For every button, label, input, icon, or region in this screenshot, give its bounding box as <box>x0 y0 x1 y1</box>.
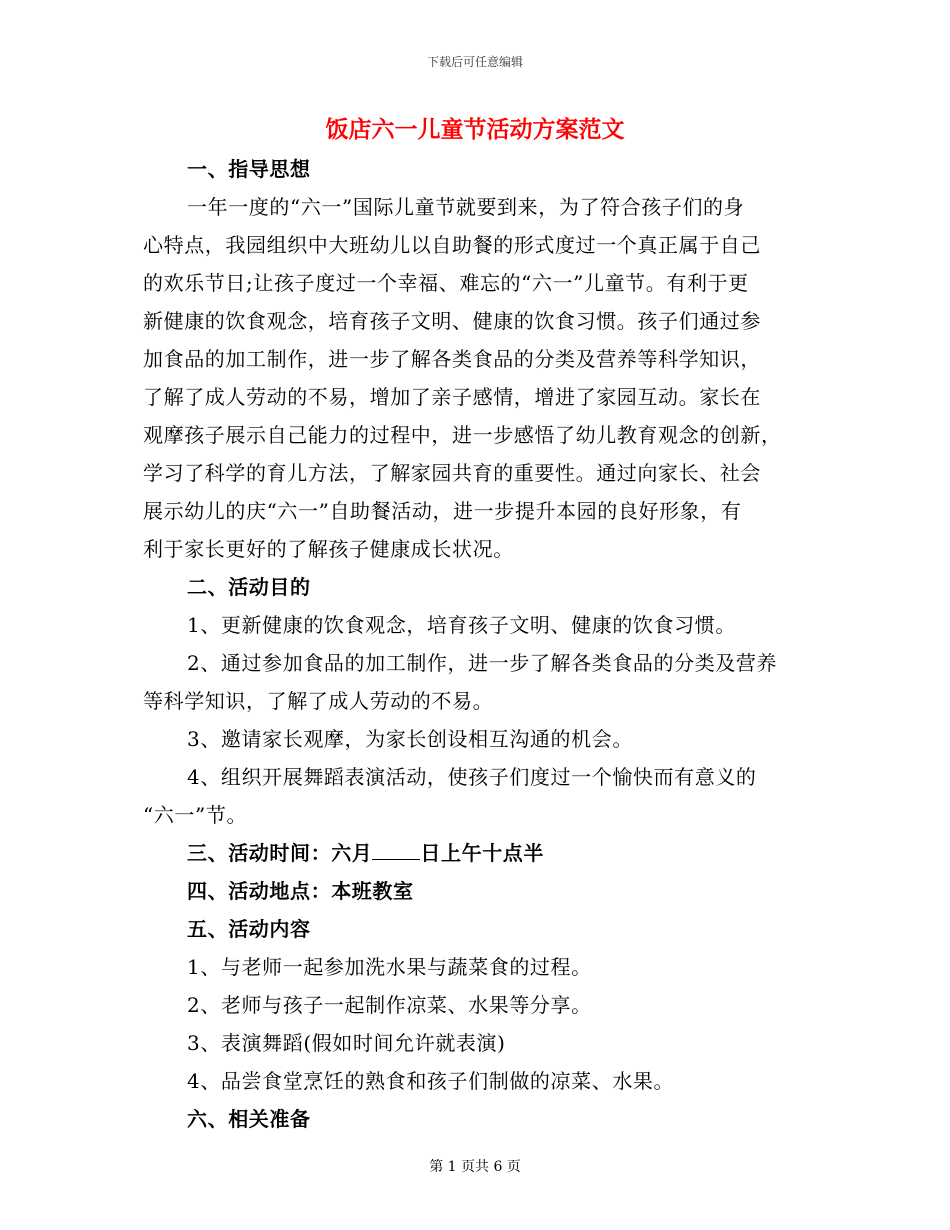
blank-underline <box>372 841 420 860</box>
section-heading-content: 五、活动内容 <box>187 917 311 941</box>
section-heading-time <box>143 834 810 872</box>
section-heading-purpose: 二、活动目的 <box>187 575 311 599</box>
header-note: 下载后可任意编辑 <box>426 55 523 69</box>
list-item-continuation: 等科学知识，了解了成人劳动的不易。 <box>143 689 494 713</box>
time-value: 日上午十点半 <box>420 841 545 865</box>
paragraph-line: 加食品的加工制作，进一步了解各类食品的分类及营养等科学知识， <box>143 347 761 371</box>
paragraph-line: 学习了科学的育儿方法，了解家园共育的重要性。通过向家长、社会 <box>143 461 761 485</box>
paragraph-line: 展示幼儿的庆“六一”自助餐活动，进一步提升本园的良好形象，有 <box>143 499 742 523</box>
list-item: 1、与老师一起参加洗水果与蔬菜食的过程。 <box>187 955 592 979</box>
list-item: 2、通过参加食品的加工制作，进一步了解各类食品的分类及营养 <box>187 651 778 675</box>
paragraph-line: 利于家长更好的了解孩子健康成长状况。 <box>143 537 514 561</box>
page-footer: 第 1 页共 6 页 <box>429 1159 521 1175</box>
list-item: 1、更新健康的饮食观念，培育孩子文明、健康的饮食习惯。 <box>187 613 736 637</box>
time-label: 三、活动时间：六月 <box>187 841 373 865</box>
paragraph-line: 心特点，我园组织中大班幼儿以自助餐的形式度过一个真正属于自己 <box>143 233 761 257</box>
section-heading-guiding-thought: 一、指导思想 <box>187 157 311 181</box>
list-item: 4、组织开展舞蹈表演活动，使孩子们度过一个愉快而有意义的 <box>187 765 757 789</box>
list-item: 3、邀请家长观摩，为家长创设相互沟通的机会。 <box>187 727 633 751</box>
paragraph-line: 一年一度的“六一”国际儿童节就要到来，为了符合孩子们的身 <box>187 195 745 219</box>
document-body <box>143 150 810 1138</box>
section-heading-location: 四、活动地点：本班教室 <box>187 879 414 903</box>
list-item: 2、老师与孩子一起制作凉菜、水果等分享。 <box>187 993 592 1017</box>
paragraph-line: 观摩孩子展示自己能力的过程中，进一步感悟了幼儿教育观念的创新， <box>143 423 782 447</box>
paragraph-line: 了解了成人劳动的不易，增加了亲子感情，增进了家园互动。家长在 <box>143 385 761 409</box>
list-item-continuation: “六一”节。 <box>143 803 248 827</box>
list-item: 4、品尝食堂烹饪的熟食和孩子们制做的凉菜、水果。 <box>187 1069 675 1093</box>
paragraph-line: 的欢乐节日;让孩子度过一个幸福、难忘的“六一”儿童节。有利于更 <box>143 271 749 295</box>
section-heading-preparation: 六、相关准备 <box>187 1107 311 1131</box>
paragraph-line: 新健康的饮食观念，培育孩子文明、健康的饮食习惯。孩子们通过参 <box>143 309 761 333</box>
list-item: 3、表演舞蹈(假如时间允许就表演) <box>187 1031 506 1055</box>
document-title: 饭店六一儿童节活动方案范文 <box>325 117 625 143</box>
